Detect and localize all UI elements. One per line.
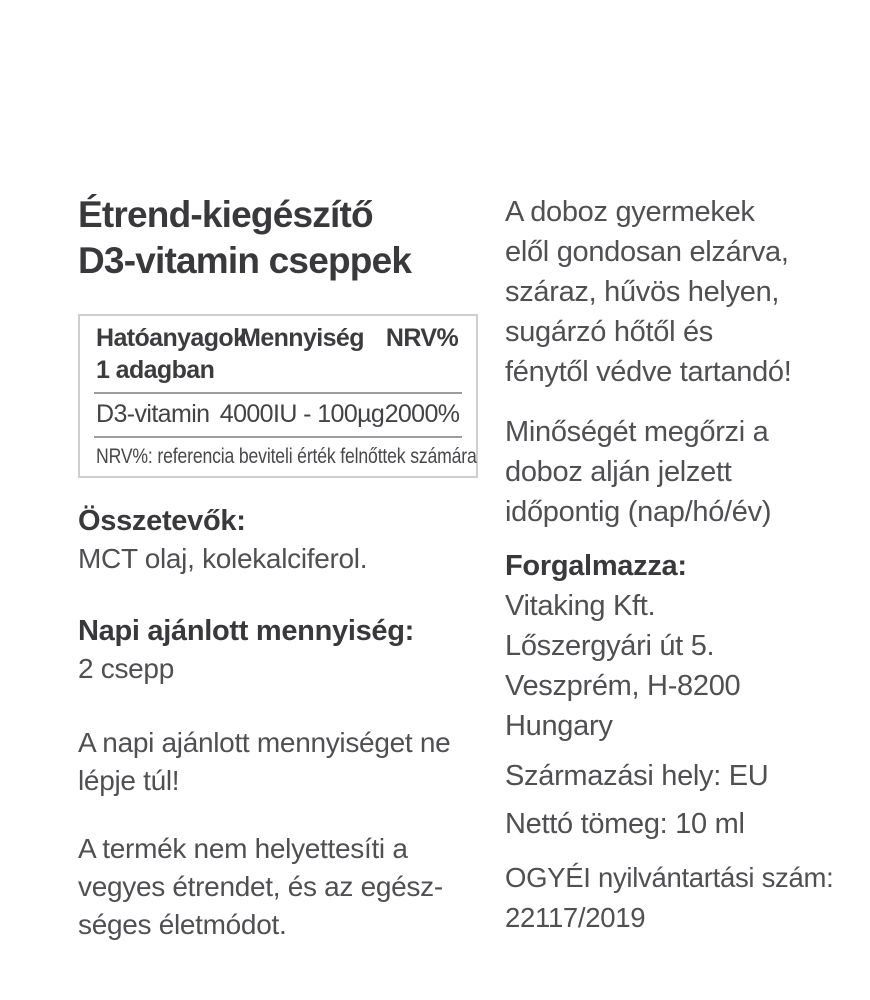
storage-line: A doboz gyermekek (505, 196, 755, 228)
table-divider-bottom (94, 436, 462, 438)
right-column (505, 192, 850, 938)
disclaimer-line: A termék nem helyettesíti a (78, 833, 408, 864)
disclaimer-line: vegyes étrendet, és az egész- (78, 871, 443, 902)
table-footnote: NRV%: referencia beviteli érték felnőttek számára (96, 444, 477, 468)
table-header-ingredients: Hatóanyagok (96, 324, 247, 352)
distributor-city: Veszprém, H-8200 (505, 670, 741, 702)
net-weight-line: Nettó tömeg: 10 ml (505, 808, 745, 840)
table-cell-ingredient: D3-vitamin (96, 400, 210, 428)
distributor-block (505, 546, 850, 746)
dosage-heading: Napi ajánlott mennyiség: (78, 615, 415, 647)
product-title-line-1: Étrend-kiegészítő (78, 194, 373, 235)
nutrition-table (78, 314, 478, 478)
disclaimer-line: séges életmódot. (78, 909, 287, 940)
warning-paragraph (78, 724, 478, 800)
table-cell-amount: 4000IU - 100µg (219, 400, 385, 428)
origin-line: Származási hely: EU (505, 760, 769, 792)
table-header-per-serving: 1 adagban (96, 356, 215, 384)
distributor-heading: Forgalmazza: (505, 550, 687, 582)
table-divider-top (94, 392, 462, 394)
table-header-nrv: NRV% (385, 324, 459, 352)
product-title (78, 192, 478, 284)
quality-line: időpontig (nap/hó/év) (505, 496, 772, 528)
disclaimer-paragraph (78, 830, 478, 944)
warning-line: lépje túl! (78, 765, 180, 796)
ingredients-body: MCT olaj, kolekalciferol. (78, 543, 368, 574)
warning-line: A napi ajánlott mennyiséget ne (78, 727, 451, 758)
storage-line: sugárzó hőtől és (505, 316, 713, 348)
storage-line: száraz, hűvös helyen, (505, 276, 780, 308)
dosage-body: 2 csepp (78, 653, 174, 684)
storage-line: fénytől védve tartandó! (505, 356, 792, 388)
storage-line: elől gondosan elzárva, (505, 236, 789, 268)
table-cell-nrv: 2000% (384, 400, 460, 428)
registration-number: 22117/2019 (505, 902, 646, 933)
storage-paragraph (505, 192, 850, 392)
quality-line: Minőségét megőrzi a (505, 416, 769, 448)
distributor-country: Hungary (505, 710, 613, 742)
left-column (78, 192, 478, 944)
distributor-name: Vitaking Kft. (505, 590, 656, 622)
quality-line: doboz alján jelzett (505, 456, 732, 488)
ingredients-heading: Összetevők: (78, 505, 246, 537)
registration-block (505, 858, 850, 938)
table-header-amount: Mennyiség (240, 324, 364, 352)
registration-label: OGYÉI nyilvántartási szám: (505, 862, 834, 893)
distributor-street: Lőszergyári út 5. (505, 630, 715, 662)
quality-paragraph (505, 412, 850, 532)
product-title-line-2: D3-vitamin cseppek (78, 240, 412, 281)
